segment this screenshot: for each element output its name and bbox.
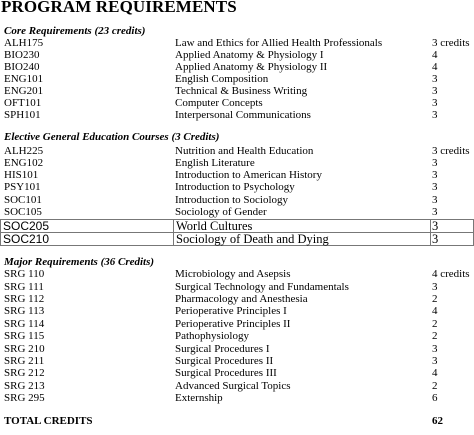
course-credits: 3 credits (432, 145, 470, 157)
course-name: Applied Anatomy & Physiology II (175, 61, 328, 73)
table-row (0, 49, 474, 61)
table-row (0, 281, 474, 293)
course-credits: 3 (432, 194, 438, 206)
course-name: English Composition (175, 73, 269, 85)
course-credits: 3 (432, 169, 438, 181)
course-name: Surgical Technology and Fundamentals (175, 281, 349, 293)
table-row (0, 37, 474, 49)
course-code: SRG 111 (4, 281, 44, 293)
course-code: SOC101 (4, 194, 42, 206)
course-credits: 2 (432, 293, 438, 305)
course-credits: 3 (432, 157, 438, 169)
course-credits: 4 credits (432, 268, 470, 280)
table-row (0, 169, 474, 181)
course-name: Surgical Procedures I (175, 343, 270, 355)
course-credits: 3 (432, 355, 438, 367)
course-name: Sociology of Gender (175, 206, 267, 218)
course-code: ALH175 (4, 37, 44, 49)
table-row (0, 145, 474, 157)
course-credits: 2 (432, 380, 438, 392)
table-row (0, 392, 474, 404)
course-credits: 3 (432, 232, 439, 246)
course-credits: 2 (432, 330, 438, 342)
course-name: Sociology of Death and Dying (176, 232, 329, 246)
course-credits: 4 (432, 49, 438, 61)
table-row (0, 61, 474, 73)
total-credits-row (0, 414, 474, 428)
course-credits: 3 (432, 97, 438, 109)
course-code: SRG 212 (4, 367, 45, 379)
course-code: SRG 110 (4, 268, 45, 280)
total-credits-value: 62 (432, 415, 443, 427)
course-credits: 3 credits (432, 37, 470, 49)
course-code: ENG101 (4, 73, 44, 85)
table-row (0, 367, 474, 379)
table-row (0, 73, 474, 85)
course-name: Externship (175, 392, 223, 404)
course-credits: 3 (432, 206, 438, 218)
course-code: BIO230 (4, 49, 40, 61)
course-code: SRG 213 (4, 380, 45, 392)
course-code: SOC205 (3, 219, 50, 233)
page-title: PROGRAM REQUIREMENTS (1, 0, 237, 16)
course-credits: 3 (432, 343, 438, 355)
course-credits: 4 (432, 367, 438, 379)
course-credits: 3 (432, 181, 438, 193)
course-code: SOC210 (3, 232, 50, 246)
course-name: Computer Concepts (175, 97, 263, 109)
course-code: SPH101 (4, 109, 41, 121)
table-row (0, 318, 474, 330)
table-row (0, 330, 474, 342)
course-name: Applied Anatomy & Physiology I (175, 49, 324, 61)
course-code: OFT101 (4, 97, 42, 109)
course-code: SOC105 (4, 206, 42, 218)
course-name: Law and Ethics for Allied Health Professionals (175, 37, 383, 49)
course-name: Advanced Surgical Topics (175, 380, 291, 392)
course-name: Microbiology and Asepsis (175, 268, 291, 280)
course-code: PSY101 (4, 181, 41, 193)
section-heading-major: Major Requirements (36 Credits) (4, 256, 155, 268)
course-code: SRG 210 (4, 343, 45, 355)
table-row (0, 305, 474, 317)
course-name: Introduction to American History (175, 169, 322, 181)
table-row (0, 343, 474, 355)
total-credits-label: TOTAL CREDITS (4, 415, 93, 427)
section-heading-core: Core Requirements (23 credits) (4, 25, 146, 37)
course-code: SRG 113 (4, 305, 45, 317)
section-heading-electives: Elective General Education Courses (3 Credits) (4, 131, 220, 143)
course-name: Surgical Procedures III (175, 367, 277, 379)
course-name: Nutrition and Health Education (175, 145, 314, 157)
course-code: SRG 115 (4, 330, 45, 342)
table-row (0, 194, 474, 206)
course-code: SRG 295 (4, 392, 45, 404)
course-code: SRG 211 (4, 355, 45, 367)
table-row (0, 220, 474, 232)
course-credits: 3 (432, 281, 438, 293)
table-row (0, 233, 474, 245)
course-code: SRG 114 (4, 318, 45, 330)
table-row (0, 268, 474, 280)
course-credits: 3 (432, 85, 438, 97)
course-code: HIS101 (4, 169, 39, 181)
course-code: ENG102 (4, 157, 44, 169)
course-name: Surgical Procedures II (175, 355, 274, 367)
course-name: Interpersonal Communications (175, 109, 311, 121)
course-name: Introduction to Sociology (175, 194, 289, 206)
course-name: English Literature (175, 157, 255, 169)
course-code: ALH225 (4, 145, 44, 157)
course-name: World Cultures (176, 219, 253, 233)
course-code: ENG201 (4, 85, 44, 97)
course-name: Perioperative Principles II (175, 318, 291, 330)
table-row (0, 380, 474, 392)
course-name: Perioperative Principles I (175, 305, 287, 317)
course-credits: 6 (432, 392, 438, 404)
course-credits: 4 (432, 61, 438, 73)
table-row (0, 97, 474, 109)
course-credits: 2 (432, 318, 438, 330)
course-credits: 3 (432, 73, 438, 85)
table-row (0, 157, 474, 169)
course-credits: 3 (432, 109, 438, 121)
table-row (0, 355, 474, 367)
table-row (0, 206, 474, 218)
course-name: Pharmacology and Anesthesia (175, 293, 308, 305)
table-row (0, 181, 474, 193)
course-name: Technical & Business Writing (175, 85, 308, 97)
course-credits: 3 (432, 219, 439, 233)
course-credits: 4 (432, 305, 438, 317)
course-name: Pathophysiology (175, 330, 249, 342)
table-row (0, 85, 474, 97)
course-code: SRG 112 (4, 293, 45, 305)
table-row (0, 293, 474, 305)
course-name: Introduction to Psychology (175, 181, 295, 193)
table-row (0, 109, 474, 121)
course-code: BIO240 (4, 61, 40, 73)
